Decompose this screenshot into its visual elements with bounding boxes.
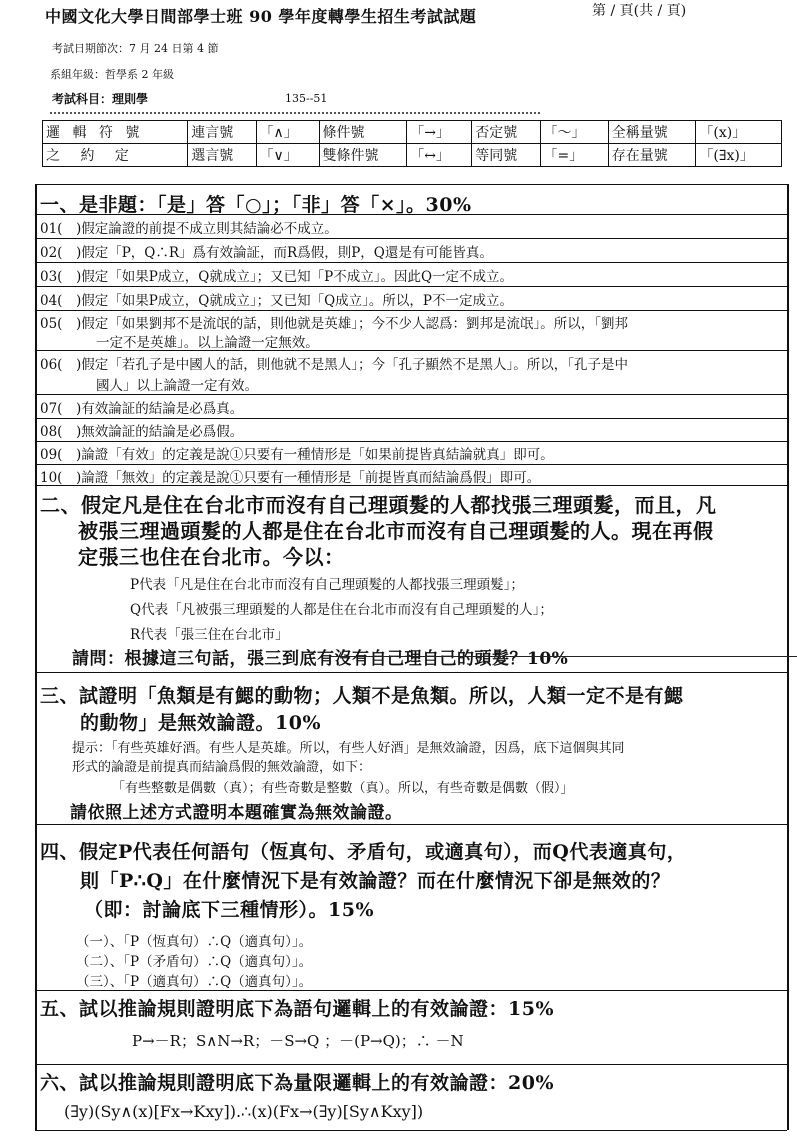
symbol-row xyxy=(43,144,782,167)
divider xyxy=(35,262,787,263)
divider xyxy=(35,1064,787,1065)
symbol-name: 等同號 xyxy=(472,144,540,167)
page-number: 第 / 頁(共 / 頁) xyxy=(592,3,687,19)
divider xyxy=(35,485,787,486)
hint-example: 「有些整數是偶數（真）；有些奇數是整數（真）。所以，有些奇數是偶數（假）」 xyxy=(112,781,574,796)
symbol-glyph: 「(∃x)」 xyxy=(696,144,782,167)
department: 系組年級：哲學系 2 年級 xyxy=(50,68,174,81)
section4-heading: 四、假定P代表任何語句（恆真句、矛盾句，或適真句），而Q代表適真句， xyxy=(40,841,687,863)
scan-line xyxy=(330,656,797,657)
section4-heading-cont: （即：討論底下三種情形）。15% xyxy=(84,899,374,921)
symbol-glyph: 「↔」 xyxy=(407,144,472,167)
section4-heading-cont: 則「P∴Q」在什麼情況下是有效論證？而在什麼情況下卻是無效的？ xyxy=(80,870,671,892)
divider xyxy=(35,350,787,351)
tf-question-cont: 國人」以上論證一定有效。 xyxy=(96,378,258,394)
symbol-name: 全稱量號 xyxy=(608,121,696,144)
divider xyxy=(35,238,787,239)
exam-title: 中國文化大學日間部學士班 90 學年度轉學生招生考試試題 xyxy=(45,7,477,26)
p-definition: P代表「凡是住在台北市而沒有自己理頭髮的人都找張三理頭髮」； xyxy=(130,577,524,593)
divider xyxy=(35,824,787,825)
frame-top-border xyxy=(35,184,787,185)
subject-code: 135--51 xyxy=(285,92,328,105)
tf-question: 08( )無效論証的結論是必爲假。 xyxy=(40,424,244,440)
q-definition: Q代表「凡被張三理頭髮的人都是住在台北市而沒有自己理頭髮的人」； xyxy=(130,602,553,618)
divider xyxy=(35,286,787,287)
section1-heading: 一、是非題：「是」答「○」；「非」答「×」。30% xyxy=(40,194,472,216)
symbol-name: 雙條件號 xyxy=(319,144,407,167)
section2-heading-cont: 定張三也住在台北市。今以： xyxy=(78,545,345,569)
case-item: （二）、「P（矛盾句）∴Q（適真句）」。 xyxy=(76,954,313,970)
case-item: （三）、「P（適真句）∴Q（適真句）」。 xyxy=(76,974,313,990)
tf-question: 02( )假定「P，Q∴R」爲有效論証，而R爲假，則P，Q還是有可能皆真。 xyxy=(40,245,493,261)
tf-question-cont: 一定不是英雄」。以上論證一定無效。 xyxy=(96,335,319,351)
section2-heading-cont: 被張三理過頭髮的人都是住在台北市而沒有自己理頭髮的人。現在再假 xyxy=(78,519,714,543)
symbol-name: 否定號 xyxy=(472,121,540,144)
divider xyxy=(35,990,787,991)
divider xyxy=(35,214,787,215)
tf-question: 06( )假定「若孔子是中國人的話，則他就不是黑人」；今「孔子顯然不是黑人」。所以，「孔子是中 xyxy=(40,357,628,373)
symbol-name: 條件號 xyxy=(319,121,407,144)
symbol-glyph: 「(x)」 xyxy=(696,121,782,144)
divider xyxy=(35,464,787,465)
r-definition: R代表「張三住在台北市」 xyxy=(130,627,289,643)
divider xyxy=(35,418,787,419)
hint-cont: 形式的論證是前提真而結論爲假的無效論證，如下： xyxy=(72,760,372,775)
symbol-caption: 邏 輯 符 號 xyxy=(43,121,188,144)
symbol-glyph: 「→」 xyxy=(407,121,472,144)
divider xyxy=(35,394,787,395)
tf-question: 04( )假定「如果P成立，Q就成立」；又已知「Q成立」。所以，P不一定成立。 xyxy=(40,293,514,309)
hint: 提示：「有些英雄好酒。有些人是英雄。所以，有些人好酒」是無效論證，因爲，底下這個與其同 xyxy=(72,741,625,756)
tf-question: 10( )論證「無效」的定義是說①只要有一種情形是「前提皆真而結論爲假」即可。 xyxy=(40,470,541,486)
section6-formula: (∃y)(Sy∧(x)[Fx→Kxy]).∴(x)(Fx→(∃y)[Sy∧Kxy]) xyxy=(64,1102,424,1121)
section2-question: 請問：根據這三句話，張三到底有沒有自己理自己的頭髮？10% xyxy=(72,649,569,669)
section6-heading: 六、試以推論規則證明底下為量限邏輯上的有效論證：20% xyxy=(40,1072,554,1094)
tf-question: 09( )論證「有效」的定義是說①只要有一種情形是「如果前提皆真結論就真」即可。 xyxy=(40,447,554,463)
section3-heading-cont: 的動物」是無效論證。10% xyxy=(80,712,321,734)
divider xyxy=(35,672,787,673)
header-divider xyxy=(50,112,540,114)
symbol-glyph: 「=」 xyxy=(540,144,608,167)
tf-question: 07( )有效論証的結論是必爲真。 xyxy=(40,401,244,417)
tf-question: 05( )假定「如果劉邦不是流氓的話，則他就是英雄」；今不少人認爲：劉邦是流氓」。所以，「劉邦 xyxy=(40,316,628,332)
symbol-table xyxy=(42,120,782,167)
tf-question: 01( )假定論證的前提不成立則其結論必不成立。 xyxy=(40,221,338,237)
section2-heading: 二、假定凡是住在台北市而沒有自己理頭髮的人都找張三理頭髮，而且，凡 xyxy=(40,493,717,517)
symbol-name: 存在量號 xyxy=(608,144,696,167)
symbol-caption: 之 約 定 xyxy=(43,144,188,167)
symbol-row xyxy=(43,121,782,144)
symbol-glyph: 「～」 xyxy=(540,121,608,144)
symbol-glyph: 「∧」 xyxy=(256,121,319,144)
exam-date: 考試日期節次：7 月 24 日第 4 節 xyxy=(52,42,219,55)
section3-instruction: 請依照上述方式證明本題確實為無效論證。 xyxy=(70,803,403,823)
tf-question: 03( )假定「如果P成立，Q就成立」；又已知「P不成立」。因此Q一定不成立。 xyxy=(40,269,514,285)
section5-formula: P→－R；S∧N→R；－S→Q ；－(P→Q)；∴ －N xyxy=(132,1032,464,1050)
frame-bottom-border xyxy=(35,1130,787,1131)
section5-heading: 五、試以推論規則證明底下為語句邏輯上的有效論證：15% xyxy=(40,998,554,1020)
section3-heading: 三、試證明「魚類是有鰓的動物；人類不是魚類。所以，人類一定不是有鰓 xyxy=(40,685,684,707)
symbol-name: 連言號 xyxy=(188,121,256,144)
case-item: （一）、「P（恆真句）∴Q（適真句）」。 xyxy=(76,934,313,950)
divider xyxy=(35,441,787,442)
subject: 考試科目：理則學 xyxy=(52,92,149,106)
symbol-name: 選言號 xyxy=(188,144,256,167)
symbol-glyph: 「∨」 xyxy=(256,144,319,167)
divider xyxy=(35,310,787,311)
